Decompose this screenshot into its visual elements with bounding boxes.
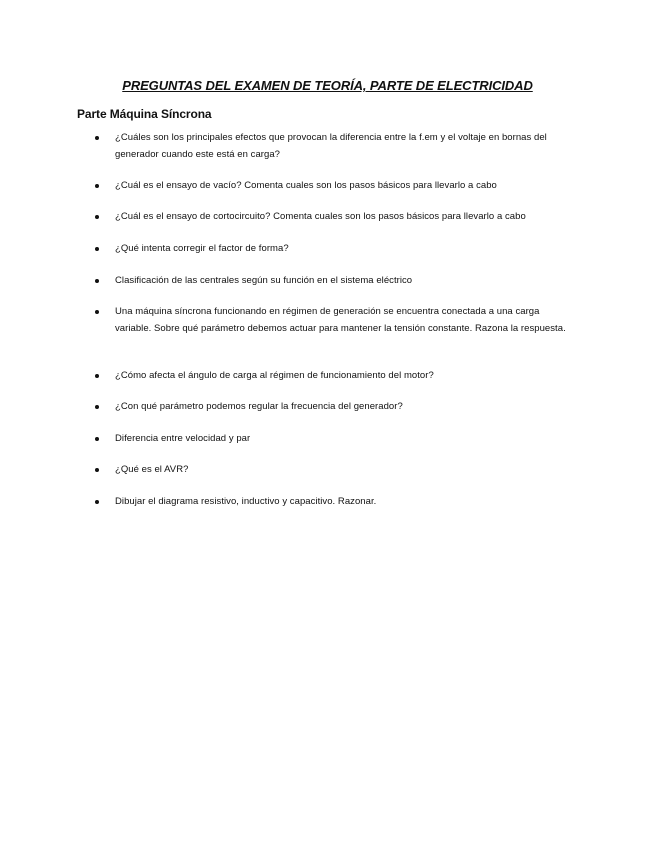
question-item <box>115 209 575 226</box>
bullet-icon <box>95 468 99 472</box>
bullet-icon <box>95 247 99 251</box>
question-item <box>115 178 575 195</box>
question-text: ¿Qué intenta corregir el factor de forma? <box>115 243 289 254</box>
question-item <box>115 399 575 416</box>
question-text: ¿Cuál es el ensayo de cortocircuito? Comenta cuales son los pasos básicos para llevarlo a cabo <box>115 211 526 222</box>
question-text: Clasificación de las centrales según su función en el sistema eléctrico <box>115 275 413 286</box>
bullet-icon <box>95 310 99 314</box>
bullet-icon <box>95 215 99 219</box>
question-text: Dibujar el diagrama resistivo, inductivo y capacitivo. Razonar. <box>115 496 377 507</box>
bullet-icon <box>95 184 99 188</box>
bullet-icon <box>95 279 99 283</box>
bullet-icon <box>95 500 99 504</box>
bullet-icon <box>95 405 99 409</box>
question-text: ¿Cuál es el ensayo de vacío? Comenta cuales son los pasos básicos para llevarlo a cabo <box>115 180 497 191</box>
bullet-icon <box>95 437 99 441</box>
question-item <box>115 368 575 385</box>
question-item <box>115 462 575 479</box>
bullet-icon <box>95 136 99 140</box>
question-text: Una máquina síncrona funcionando en régimen de generación se encuentra conectada a una carga variable. Sobre qué parámetro debemos actuar para mantener la tensión constante. Razona la respuesta. <box>115 306 566 334</box>
question-item <box>115 130 575 163</box>
document-title: PREGUNTAS DEL EXAMEN DE TEORÍA, PARTE DE ELECTRICIDAD <box>122 78 533 93</box>
question-text: ¿Con qué parámetro podemos regular la frecuencia del generador? <box>115 401 403 412</box>
question-text: ¿Cómo afecta el ángulo de carga al régimen de funcionamiento del motor? <box>115 370 434 381</box>
question-item <box>115 431 575 448</box>
bullet-icon <box>95 374 99 378</box>
question-text: ¿Cuáles son los principales efectos que provocan la diferencia entre la f.em y el voltaje en bornas del generador cuando este está en carga? <box>115 132 547 160</box>
question-item <box>115 273 575 290</box>
question-item <box>115 241 575 258</box>
question-text: Diferencia entre velocidad y par <box>115 433 251 444</box>
section-heading: Parte Máquina Síncrona <box>77 107 212 121</box>
question-text: ¿Qué es el AVR? <box>115 464 189 475</box>
question-item <box>115 304 575 337</box>
question-item <box>115 494 575 511</box>
